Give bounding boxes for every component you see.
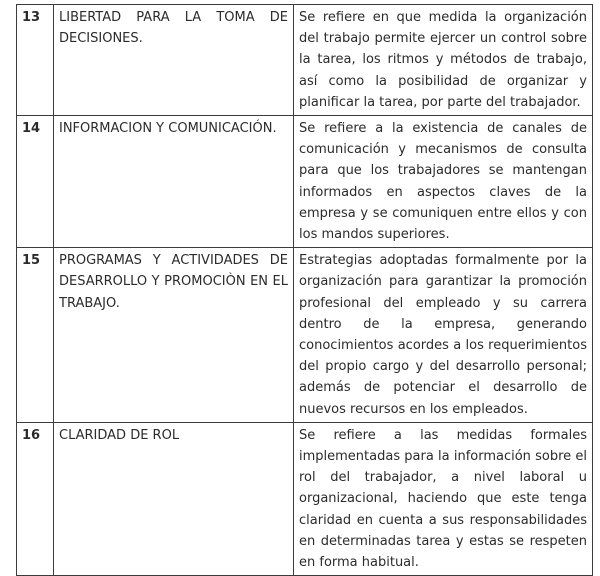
factor-description: Estrategias adoptadas formalmente por la organización para garantizar la promoción profesional del empleado y su carrera dentro de la empresa, generando conocimientos acordes a los requerimientos del propio cargo y del desarrollo personal; además de potenciar el desarrollo de nuevos recursos en los empleados.	[294, 248, 593, 423]
row-number: 15	[17, 248, 54, 423]
factor-name: LIBERTAD PARA LA TOMA DE DECISIONES.	[54, 5, 294, 116]
factor-description: Se refiere en que medida la organización del trabajo permite ejercer un control sobre la tarea, los ritmos y métodos de trabajo, así como la posibilidad de organizar y planificar la tarea, por parte del trabajador.	[294, 5, 593, 116]
factors-table	[16, 4, 593, 576]
factor-description: Se refiere a las medidas formales implementadas para la información sobre el rol del trabajador, a nivel laboral u organizacional, haciendo que este tenga claridad en cuenta a sus responsabilidades en determinadas tarea y estas se respeten en forma habitual.	[294, 422, 593, 575]
factor-description: Se refiere a la existencia de canales de comunicación y mecanismos de consulta para que los trabajadores se mantengan informados en aspectos claves de la empresa y se comuniquen entre ellos y con los mandos superiores.	[294, 116, 593, 248]
row-number: 14	[17, 116, 54, 248]
table-row	[17, 248, 593, 423]
row-number: 16	[17, 422, 54, 575]
table-row	[17, 5, 593, 116]
factor-name: INFORMACION Y COMUNICACIÓN.	[54, 116, 294, 248]
factor-name: PROGRAMAS Y ACTIVIDADES DE DESARROLLO Y PROMOCIÒN EN EL TRABAJO.	[54, 248, 294, 423]
factor-name: CLARIDAD DE ROL	[54, 422, 294, 575]
table-row	[17, 422, 593, 575]
table-row	[17, 116, 593, 248]
row-number: 13	[17, 5, 54, 116]
